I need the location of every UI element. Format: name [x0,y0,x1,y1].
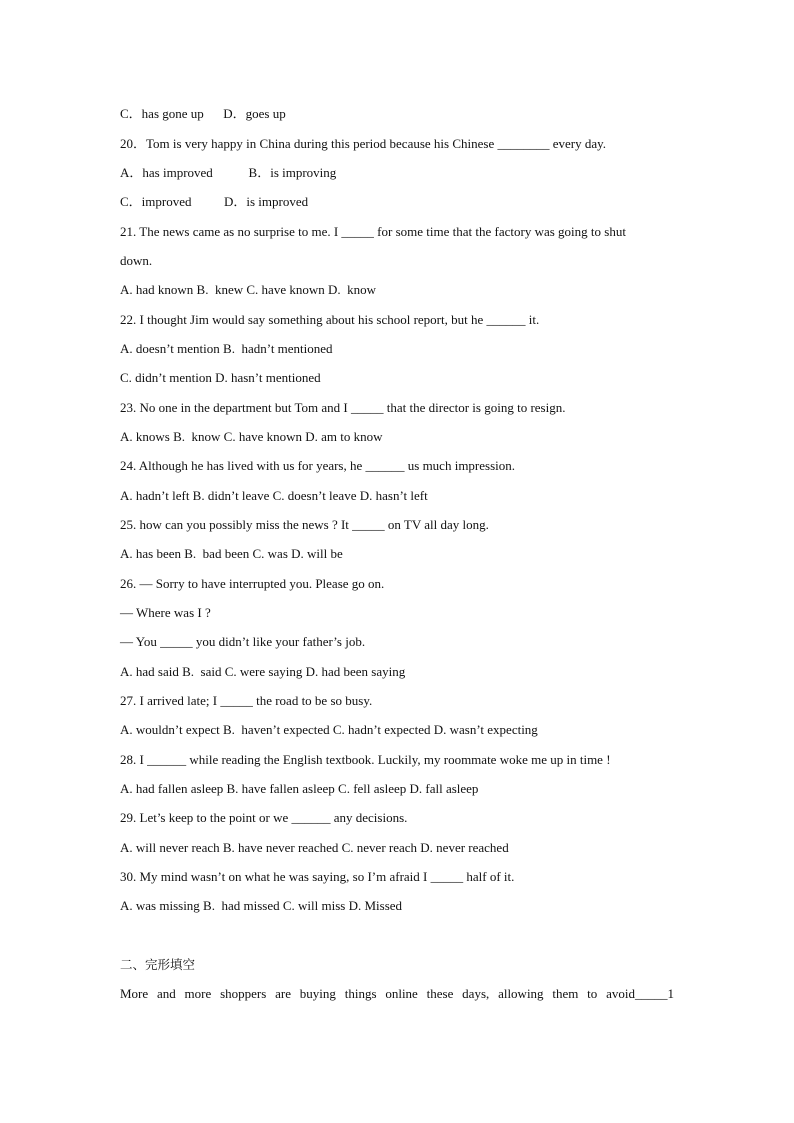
text-line: A．has improved B．is improving [120,165,337,180]
question-26: 26. — Sorry to have interrupted you. Please go on. [120,576,385,591]
text-line: A. hadn’t left B. didn’t leave C. doesn’t leave D. hasn’t left [120,488,428,503]
text-line: C．has gone up D．goes up [120,106,286,121]
section-heading: 二、完形填空 [120,957,196,972]
text-line: A. wouldn’t expect B. haven’t expected C. hadn’t expected D. wasn’t expecting [120,722,538,737]
question-30: 30. My mind wasn’t on what he was saying, so I’m afraid I _____ half of it. [120,869,515,884]
text-line: A. had known B. knew C. have known D. know [120,282,377,297]
text-line: A. has been B. bad been C. was D. will be [120,546,343,561]
text-line: A. doesn’t mention B. hadn’t mentioned [120,341,333,356]
question-29: 29. Let’s keep to the point or we ______ any decisions. [120,810,408,825]
text-line: — You _____ you didn’t like your father’s job. [120,634,366,649]
question-20: 20．Tom is very happy in China during this period because his Chinese ________ every day. [120,136,607,151]
question-21: 21. The news came as no surprise to me. I _____ for some time that the factory was going to shut [120,224,626,239]
text-line: A. knows B. know C. have known D. am to know [120,429,383,444]
question-22: 22. I thought Jim would say something about his school report, but he ______ it. [120,312,540,327]
text-line: A. had fallen asleep B. have fallen asleep C. fell asleep D. fall asleep [120,781,479,796]
question-24: 24. Although he has lived with us for years, he ______ us much impression. [120,458,516,473]
text-line: — Where was I ? [120,605,211,620]
question-27: 27. I arrived late; I _____ the road to be so busy. [120,693,373,708]
question-28: 28. I ______ while reading the English textbook. Luckily, my roommate woke me up in time ! [120,752,611,767]
cloze-passage-line: More and more shoppers are buying things online these days, allowing them to avoid_____1 [120,986,674,1001]
text-line: C．improved D．is improved [120,194,309,209]
question-23: 23. No one in the department but Tom and I _____ that the director is going to resign. [120,400,566,415]
text-line: A. was missing B. had missed C. will miss D. Missed [120,898,403,913]
question-25: 25. how can you possibly miss the news ? It _____ on TV all day long. [120,517,489,532]
text-line: C. didn’t mention D. hasn’t mentioned [120,370,321,385]
text-line: down. [120,253,153,268]
text-line: A. had said B. said C. were saying D. had been saying [120,664,406,679]
text-line: A. will never reach B. have never reached C. never reach D. never reached [120,840,509,855]
